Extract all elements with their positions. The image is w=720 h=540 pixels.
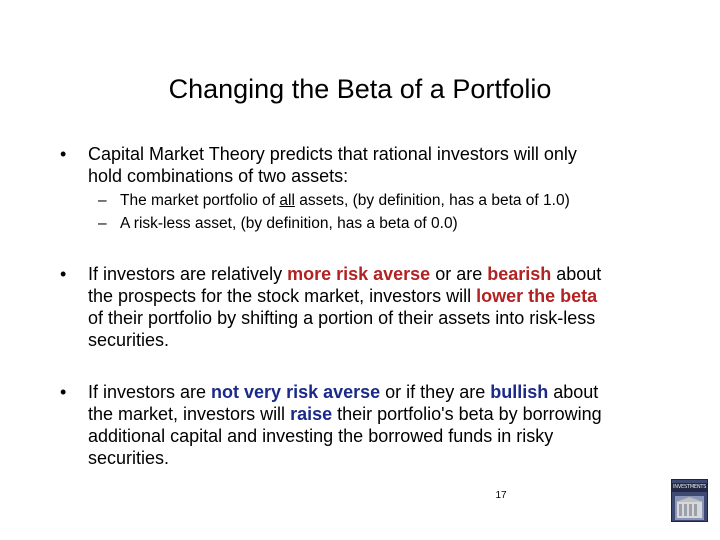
highlight-lower-the-beta: lower the beta	[476, 286, 598, 306]
page-number: 17	[495, 490, 507, 501]
subbullet-text	[120, 189, 688, 212]
subbullet-text: A risk-less asset, (by definition, has a beta of 0.0)	[120, 215, 458, 232]
bullet-line: securities.	[88, 448, 170, 468]
text-segment: If investors are relatively	[88, 264, 288, 284]
bullet-line: of their portfolio by shifting a portion of their assets into risk-less	[88, 308, 596, 328]
highlight-raise: raise	[290, 404, 333, 424]
text-segment: assets, (by definition, has a beta of 1.0)	[294, 192, 570, 209]
text-segment: or are	[430, 264, 488, 284]
highlight-bullish: bullish	[490, 382, 549, 402]
bullet-line: securities.	[88, 330, 170, 350]
bullet-line	[88, 403, 680, 425]
book-cover-thumbnail	[671, 479, 708, 522]
slide-title: Changing the Beta of a Portfolio	[168, 74, 552, 104]
text-segment: about	[548, 382, 599, 402]
bullet-line: additional capital and investing the borrowed funds in risky	[88, 426, 554, 446]
building-icon	[675, 496, 704, 520]
bullet-text	[88, 381, 680, 469]
bullet-line	[88, 263, 680, 285]
subbullet-marker: –	[98, 215, 107, 232]
text-segment: If investors are	[88, 382, 212, 402]
bullet-not-risk-averse-bullish	[60, 381, 680, 469]
text-segment: about	[551, 264, 602, 284]
bullet-line	[88, 381, 680, 403]
text-segment: their portfolio's beta by borrowing	[332, 404, 602, 424]
bullet-marker: •	[60, 144, 67, 164]
text-segment: the prospects for the stock market, investors will	[88, 286, 477, 306]
text-segment: or if they are	[380, 382, 491, 402]
bullet-marker: •	[60, 382, 67, 402]
bullet-text	[88, 143, 680, 187]
bullet-line: Capital Market Theory predicts that rational investors will only	[88, 144, 577, 164]
bullet-risk-averse-bearish	[60, 263, 680, 351]
bullet-text	[88, 263, 680, 351]
underlined-word: all	[279, 192, 295, 209]
text-segment: The market portfolio of	[120, 192, 280, 209]
subbullet-marker: –	[98, 192, 107, 209]
subbullet-risk-less-asset	[98, 212, 688, 235]
subbullet-market-portfolio	[98, 189, 688, 212]
text-segment: the market, investors will	[88, 404, 291, 424]
book-cover-title: INVESTMENTS	[673, 484, 707, 490]
bullet-line	[88, 285, 680, 307]
bullet-capital-market-theory	[60, 143, 680, 187]
highlight-not-very-risk-averse: not very risk averse	[211, 382, 381, 402]
bullet-marker: •	[60, 264, 67, 284]
highlight-more-risk-averse: more risk averse	[287, 264, 431, 284]
bullet-line: hold combinations of two assets:	[88, 166, 349, 186]
highlight-bearish: bearish	[487, 264, 552, 284]
